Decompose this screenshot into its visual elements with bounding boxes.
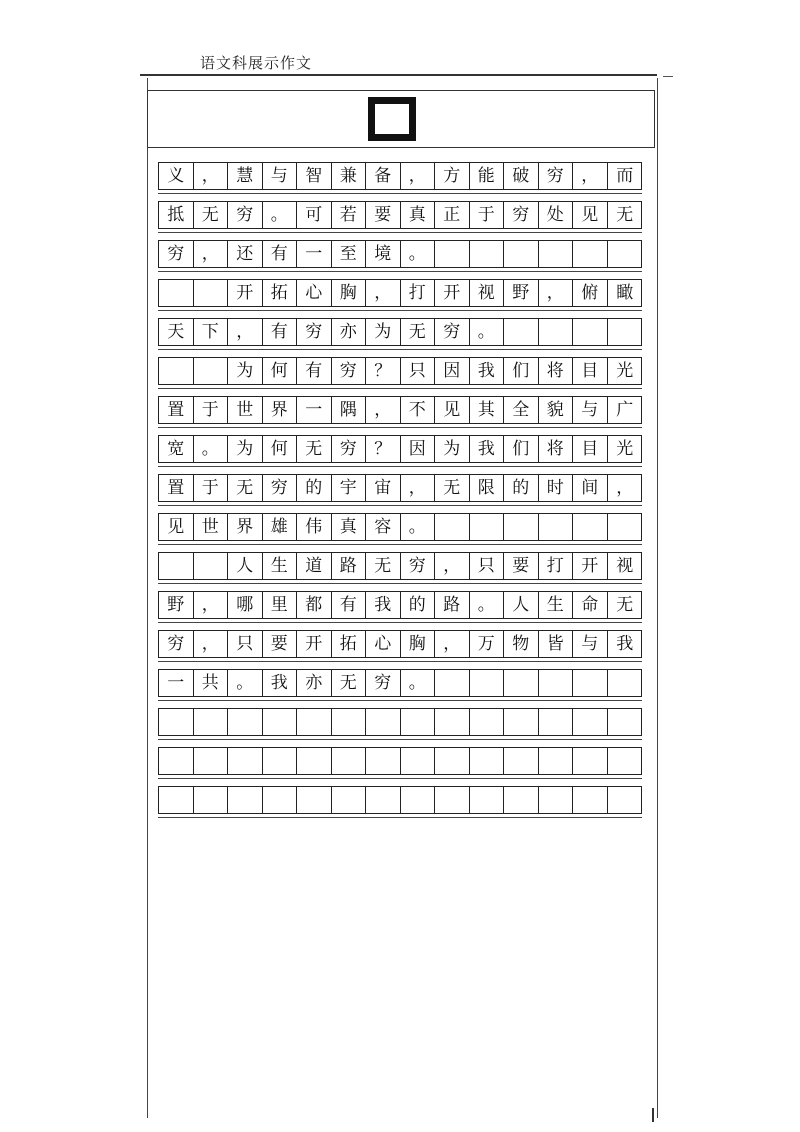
grid-cell: 何 [263, 436, 298, 462]
grid-cell [608, 319, 643, 345]
grid-cell: 于 [470, 202, 505, 228]
grid-cell: 一 [297, 397, 332, 423]
grid-cell: 至 [332, 241, 367, 267]
grid-cell [159, 280, 194, 306]
grid-cell [366, 709, 401, 735]
grid-cell: 置 [159, 397, 194, 423]
grid-cell: 。 [194, 436, 229, 462]
grid-cell: 只 [228, 631, 263, 657]
grid-cell: 义 [159, 163, 194, 189]
grid-cell: 视 [616, 555, 634, 576]
grid-cell [573, 670, 608, 696]
grid-cell [608, 787, 643, 813]
grid-row [158, 786, 642, 814]
grid-cell: 处 [539, 202, 574, 228]
grid-cell [504, 787, 539, 813]
grid-cell: 破 [504, 163, 539, 189]
grid-cell [504, 748, 539, 774]
grid-row [158, 318, 642, 346]
grid-row [158, 591, 642, 619]
grid-cell [332, 748, 367, 774]
grid-cell: 的 [504, 475, 539, 501]
grid-cell: 。 [401, 670, 436, 696]
grid-cell: 人 [228, 553, 263, 579]
grid-cell: 方 [435, 163, 470, 189]
grid-cell: 伟 [297, 514, 332, 540]
grid-cell: 。 [470, 319, 505, 345]
grid-cell: 智 [297, 163, 332, 189]
grid-cell [263, 709, 298, 735]
grid-cell: 命 [573, 592, 608, 618]
grid-cell [573, 709, 608, 735]
grid-cell: 与 [573, 397, 608, 423]
grid-cell: ， [366, 397, 401, 423]
grid-cell: 共 [194, 670, 229, 696]
grid-cell: 路 [435, 592, 470, 618]
grid-cell: 我 [263, 670, 298, 696]
grid-cell: 开 [228, 280, 263, 306]
grid-cell: 限 [470, 475, 505, 501]
grid-cell: 真 [401, 202, 436, 228]
grid-cell: 将 [539, 358, 574, 384]
grid-cell: 们 [504, 358, 539, 384]
grid-cell: 为 [228, 358, 263, 384]
grid-cell: 物 [504, 631, 539, 657]
grid-cell: 雄 [263, 514, 298, 540]
grid-cell [608, 241, 643, 267]
title-square-box [368, 97, 416, 141]
grid-cell: 开 [573, 553, 608, 579]
grid-cell: 打 [539, 553, 574, 579]
grid-cell [504, 709, 539, 735]
grid-cell: 。 [401, 514, 436, 540]
grid-cell [401, 748, 436, 774]
grid-cell: 无 [228, 475, 263, 501]
grid-cell [263, 787, 298, 813]
grid-cell: ， [401, 475, 436, 501]
grid-cell: 穷 [263, 475, 298, 501]
grid-cell: 要 [504, 553, 539, 579]
grid-cell [297, 709, 332, 735]
grid-cell: 只 [470, 553, 505, 579]
grid-cell: ， [435, 553, 470, 579]
grid-cell [470, 670, 505, 696]
grid-cell: 的 [401, 592, 436, 618]
grid-cell [539, 670, 574, 696]
grid-cell: 。 [228, 670, 263, 696]
grid-cell: 皆 [539, 631, 574, 657]
grid-cell [470, 787, 505, 813]
grid-cell: 慧 [228, 163, 263, 189]
grid-cell [159, 709, 194, 735]
bottom-corner-mark [652, 1108, 654, 1122]
grid-cell: 穷 [228, 202, 263, 228]
grid-cell [401, 787, 436, 813]
grid-cell [470, 241, 505, 267]
grid-cell: ， [194, 163, 229, 189]
grid-cell: 视 [470, 280, 505, 306]
grid-cell: 见 [159, 514, 194, 540]
grid-cell: 一 [159, 670, 194, 696]
grid-cell: 里 [263, 592, 298, 618]
grid-cell: ？ [366, 436, 401, 462]
grid-cell: 见 [573, 202, 608, 228]
grid-cell [332, 709, 367, 735]
grid-cell: 穷 [401, 553, 436, 579]
grid-cell: 将 [539, 436, 574, 462]
grid-cell: 无 [366, 553, 401, 579]
grid-cell [194, 553, 229, 579]
grid-cell: ， [539, 280, 574, 306]
grid-cell: 见 [435, 397, 470, 423]
grid-cell: 胸 [332, 280, 367, 306]
header-rule [140, 74, 657, 76]
page-right-border [657, 78, 658, 1118]
grid-row [158, 279, 642, 307]
grid-cell: 宽 [159, 436, 194, 462]
grid-cell [194, 787, 229, 813]
grid-cell [539, 514, 574, 540]
grid-cell: 其 [470, 397, 505, 423]
grid-cell: 备 [366, 163, 401, 189]
grid-cell: 貌 [539, 397, 574, 423]
grid-cell: ， [401, 163, 436, 189]
grid-cell: 时 [539, 475, 574, 501]
grid-cell: 可 [297, 202, 332, 228]
grid-cell [401, 709, 436, 735]
grid-cell: 界 [263, 397, 298, 423]
grid-cell: 生 [263, 553, 298, 579]
grid-cell: 与 [263, 163, 298, 189]
grid-cell [297, 748, 332, 774]
grid-row [158, 357, 642, 385]
grid-cell [159, 787, 194, 813]
grid-cell [159, 748, 194, 774]
writing-grid [158, 162, 642, 825]
grid-cell: 无 [435, 475, 470, 501]
grid-cell: 不 [401, 397, 436, 423]
grid-cell: 宙 [366, 475, 401, 501]
grid-cell: 亦 [332, 319, 367, 345]
grid-row [158, 162, 642, 190]
grid-cell: 天 [159, 319, 194, 345]
grid-cell [539, 241, 574, 267]
grid-cell [504, 670, 539, 696]
page-left-border [147, 78, 148, 1118]
grid-cell [573, 787, 608, 813]
grid-cell: 亦 [297, 670, 332, 696]
grid-cell: 抵 [159, 202, 194, 228]
grid-cell: 瞰 [616, 282, 634, 303]
grid-cell: 宇 [332, 475, 367, 501]
grid-row [158, 513, 642, 541]
grid-cell [539, 748, 574, 774]
grid-cell: 。 [263, 202, 298, 228]
grid-cell: 只 [401, 358, 436, 384]
grid-cell: 我 [366, 592, 401, 618]
grid-cell: 而 [616, 165, 634, 186]
grid-cell: 我 [616, 633, 634, 654]
grid-cell [194, 358, 229, 384]
grid-row [158, 669, 642, 697]
grid-cell: 为 [435, 436, 470, 462]
grid-cell: 的 [297, 475, 332, 501]
grid-cell: ， [616, 477, 634, 498]
grid-cell [435, 748, 470, 774]
grid-cell: 穷 [332, 436, 367, 462]
grid-cell: 拓 [263, 280, 298, 306]
grid-cell [573, 241, 608, 267]
grid-cell [573, 748, 608, 774]
grid-cell: 有 [263, 319, 298, 345]
grid-cell: 穷 [297, 319, 332, 345]
grid-cell: 路 [332, 553, 367, 579]
header-title: 语文科展示作文 [200, 54, 313, 72]
grid-cell [435, 709, 470, 735]
grid-cell: 俯 [573, 280, 608, 306]
grid-cell: 我 [470, 358, 505, 384]
grid-cell: ， [435, 631, 470, 657]
grid-cell: 间 [573, 475, 608, 501]
grid-cell [539, 319, 574, 345]
grid-cell: 为 [366, 319, 401, 345]
grid-row [158, 396, 642, 424]
grid-cell: ， [366, 280, 401, 306]
grid-cell: 置 [159, 475, 194, 501]
grid-cell: 有 [332, 592, 367, 618]
grid-cell [539, 787, 574, 813]
grid-cell: 穷 [159, 631, 194, 657]
grid-cell: 广 [616, 399, 634, 420]
grid-cell: 心 [366, 631, 401, 657]
grid-cell: 有 [297, 358, 332, 384]
grid-cell: 世 [228, 397, 263, 423]
grid-cell [504, 514, 539, 540]
grid-cell [470, 748, 505, 774]
grid-cell [159, 358, 194, 384]
grid-cell: 兼 [332, 163, 367, 189]
grid-cell: 无 [616, 204, 634, 225]
grid-cell [228, 748, 263, 774]
grid-cell [504, 241, 539, 267]
grid-cell: 无 [332, 670, 367, 696]
grid-cell [608, 670, 643, 696]
grid-row [158, 474, 642, 502]
grid-row [158, 630, 642, 658]
grid-cell [608, 748, 643, 774]
grid-cell: 为 [228, 436, 263, 462]
grid-cell: 道 [297, 553, 332, 579]
grid-cell: ， [573, 163, 608, 189]
grid-cell: 下 [194, 319, 229, 345]
grid-cell: ？ [366, 358, 401, 384]
grid-cell: 目 [573, 358, 608, 384]
grid-cell [366, 748, 401, 774]
grid-cell: 们 [504, 436, 539, 462]
grid-cell: 目 [573, 436, 608, 462]
grid-cell: 光 [616, 438, 634, 459]
grid-cell: ， [194, 592, 229, 618]
grid-cell: 人 [504, 592, 539, 618]
grid-cell: 因 [401, 436, 436, 462]
grid-cell [470, 709, 505, 735]
grid-row [158, 708, 642, 736]
grid-cell: 胸 [401, 631, 436, 657]
grid-cell [194, 748, 229, 774]
grid-cell: 正 [435, 202, 470, 228]
grid-cell: 能 [470, 163, 505, 189]
grid-cell: 要 [366, 202, 401, 228]
grid-cell: 开 [435, 280, 470, 306]
grid-cell: 无 [194, 202, 229, 228]
grid-cell [573, 319, 608, 345]
grid-cell: 境 [366, 241, 401, 267]
grid-cell [297, 787, 332, 813]
grid-cell: 与 [573, 631, 608, 657]
grid-cell: 无 [401, 319, 436, 345]
grid-cell: 容 [366, 514, 401, 540]
grid-cell: 因 [435, 358, 470, 384]
grid-cell [228, 787, 263, 813]
grid-row [158, 552, 642, 580]
grid-cell: 野 [504, 280, 539, 306]
grid-cell: 穷 [504, 202, 539, 228]
grid-cell: 何 [263, 358, 298, 384]
grid-cell: 心 [297, 280, 332, 306]
grid-cell: 界 [228, 514, 263, 540]
grid-cell [194, 280, 229, 306]
grid-cell [366, 787, 401, 813]
grid-row [158, 747, 642, 775]
grid-cell [263, 748, 298, 774]
grid-cell: 开 [297, 631, 332, 657]
grid-cell [573, 514, 608, 540]
grid-cell [228, 709, 263, 735]
grid-cell: 一 [297, 241, 332, 267]
grid-cell: 穷 [539, 163, 574, 189]
grid-cell: 打 [401, 280, 436, 306]
grid-cell: ， [228, 319, 263, 345]
grid-row [158, 240, 642, 268]
grid-cell [194, 709, 229, 735]
grid-cell [435, 670, 470, 696]
grid-cell: 于 [194, 475, 229, 501]
grid-cell: 穷 [332, 358, 367, 384]
grid-cell: 还 [228, 241, 263, 267]
grid-cell: 生 [539, 592, 574, 618]
grid-cell: 无 [616, 594, 634, 615]
grid-cell [504, 319, 539, 345]
grid-cell [435, 241, 470, 267]
grid-cell: ， [194, 631, 229, 657]
grid-cell: 都 [297, 592, 332, 618]
header-tick-mark [663, 76, 673, 77]
grid-cell: 穷 [366, 670, 401, 696]
grid-cell [159, 553, 194, 579]
grid-cell: ， [194, 241, 229, 267]
grid-cell [608, 514, 643, 540]
grid-cell: 无 [297, 436, 332, 462]
grid-cell: 哪 [228, 592, 263, 618]
grid-cell [470, 514, 505, 540]
grid-cell: 。 [470, 592, 505, 618]
grid-cell: 野 [159, 592, 194, 618]
title-box [147, 90, 655, 148]
grid-cell [332, 787, 367, 813]
grid-cell: 真 [332, 514, 367, 540]
grid-cell: 全 [504, 397, 539, 423]
grid-row [158, 201, 642, 229]
grid-cell: 我 [470, 436, 505, 462]
grid-cell: 穷 [159, 241, 194, 267]
grid-cell: 有 [263, 241, 298, 267]
grid-cell: 隅 [332, 397, 367, 423]
grid-cell: 光 [616, 360, 634, 381]
grid-cell [539, 709, 574, 735]
grid-cell: 于 [194, 397, 229, 423]
grid-cell: 万 [470, 631, 505, 657]
grid-cell: 若 [332, 202, 367, 228]
grid-cell: 。 [401, 241, 436, 267]
grid-cell [435, 787, 470, 813]
grid-row [158, 435, 642, 463]
grid-cell: 穷 [435, 319, 470, 345]
grid-cell [435, 514, 470, 540]
grid-cell: 拓 [332, 631, 367, 657]
grid-cell: 世 [194, 514, 229, 540]
grid-cell: 要 [263, 631, 298, 657]
grid-cell [608, 709, 643, 735]
